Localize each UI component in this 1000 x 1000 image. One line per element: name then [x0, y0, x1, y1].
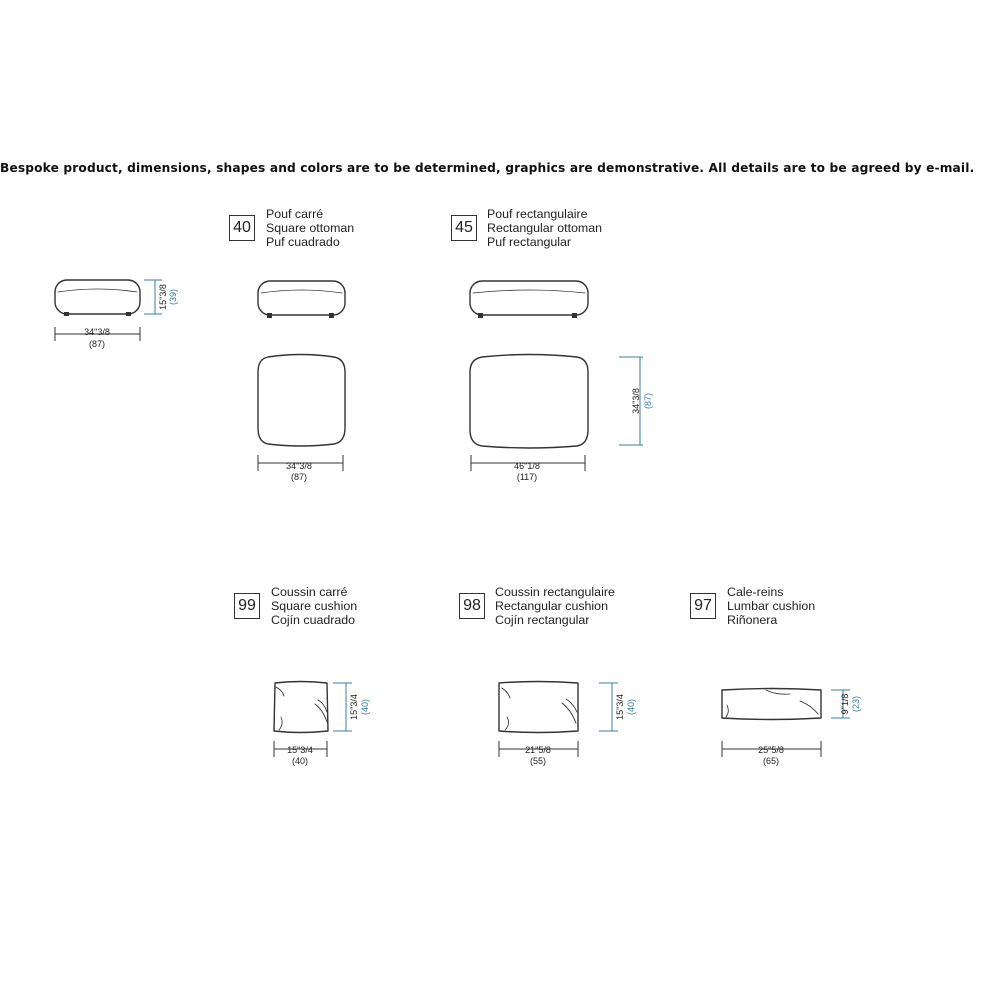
reference-width-in: 34"3/8: [84, 327, 110, 337]
name-es: Cojín cuadrado: [271, 613, 356, 627]
rectangular-ottoman-width-cm: (117): [516, 472, 538, 482]
rectangular-cushion-drawing: [499, 682, 578, 733]
rectangular-ottoman-depth-in: 34"3/8: [631, 388, 641, 414]
rectangular-ottoman-depth-cm: (87): [643, 392, 653, 410]
name-es: Puf rectangular: [487, 235, 572, 249]
square-cushion-drawing: [274, 682, 328, 733]
rectangular-ottoman-width-in: 46"1/8: [514, 461, 540, 471]
lumbar-cushion-height-in: 9"1/8: [840, 693, 850, 715]
lumbar-cushion-drawing: [722, 689, 821, 720]
reference-width-cm: (87): [88, 339, 106, 349]
square-cushion-width-cm: (40): [291, 756, 309, 766]
rectangular-ottoman-side-view: [470, 281, 588, 318]
square-cushion-height-cm: (40): [360, 698, 370, 716]
item-code-box: 97: [690, 593, 716, 619]
item-code-box: 45: [451, 215, 477, 241]
item-code-box: 40: [229, 215, 255, 241]
name-es: Riñonera: [727, 613, 778, 627]
reference-height-cm: (39): [168, 288, 178, 306]
square-ottoman-top-view: [258, 355, 345, 447]
name-en: Square cushion: [271, 599, 358, 613]
name-en: Rectangular ottoman: [487, 221, 603, 235]
lumbar-cushion-height-cm: (23): [851, 695, 861, 713]
name-fr: Pouf carré: [266, 207, 324, 221]
name-es: Cojín rectangular: [495, 613, 590, 627]
reference-height-in: 15"3/8: [158, 284, 168, 310]
name-en: Lumbar cushion: [727, 599, 816, 613]
item-code-box: 98: [459, 593, 485, 619]
name-fr: Cale-reins: [727, 585, 784, 599]
square-ottoman-width-cm: (87): [290, 472, 308, 482]
name-fr: Pouf rectangulaire: [487, 207, 588, 221]
lumbar-cushion-width-cm: (65): [762, 756, 780, 766]
name-es: Puf cuadrado: [266, 235, 340, 249]
rectangular-cushion-width-cm: (55): [529, 756, 547, 766]
name-en: Square ottoman: [266, 221, 355, 235]
name-en: Rectangular cushion: [495, 599, 608, 613]
square-cushion-width-in: 15"3/4: [287, 745, 313, 755]
disclaimer-text: Bespoke product, dimensions, shapes and colors are to be determined, graphics are demonstrative. All details are to be agreed by e-mail.: [0, 161, 975, 175]
lumbar-cushion-width-in: 25"5/8: [758, 745, 784, 755]
rectangular-cushion-height-cm: (40): [626, 698, 636, 716]
square-cushion-height-in: 15"3/4: [349, 694, 359, 720]
reference-ottoman-side-view: [55, 280, 140, 316]
name-fr: Coussin carré: [271, 585, 348, 599]
square-ottoman-width-in: 34"3/8: [286, 461, 312, 471]
square-ottoman-side-view: [258, 281, 345, 318]
name-fr: Coussin rectangulaire: [495, 585, 615, 599]
item-code-box: 99: [234, 593, 260, 619]
rectangular-cushion-width-in: 21"5/8: [525, 745, 551, 755]
rectangular-cushion-height-in: 15"3/4: [615, 694, 625, 720]
rectangular-ottoman-top-view: [470, 355, 588, 449]
